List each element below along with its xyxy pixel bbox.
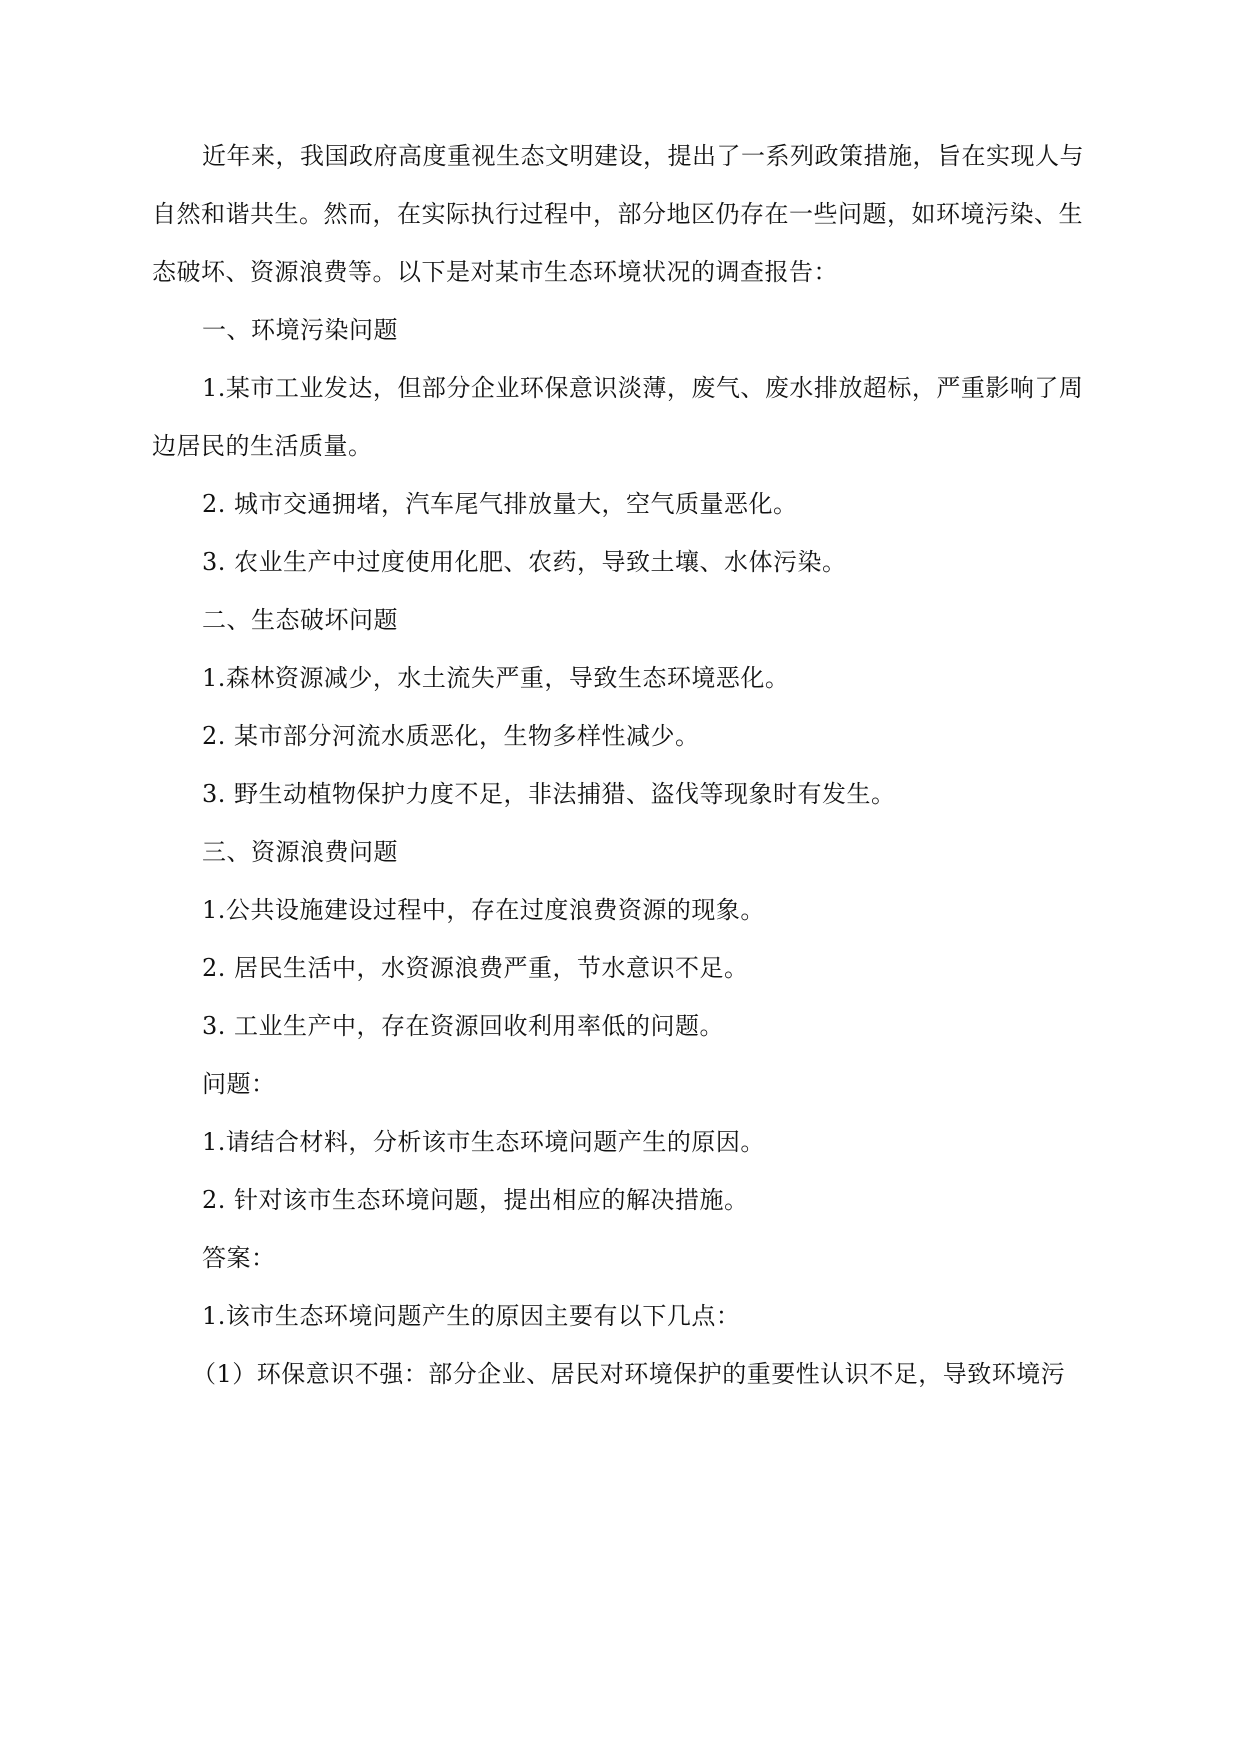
ecology-item-1: 1.森林资源减少，水土流失严重，导致生态环境恶化。 — [202, 664, 790, 692]
ecology-item-2: 2. 某市部分河流水质恶化，生物多样性减少。 — [202, 722, 700, 750]
ecology-item-3: 3. 野生动植物保护力度不足，非法捕猎、盗伐等现象时有发生。 — [202, 780, 896, 808]
intro-paragraph-line-1: 近年来，我国政府高度重视生态文明建设，提出了一系列政策措施，旨在实现人与 — [202, 142, 1084, 170]
intro-paragraph-line-2: 自然和谐共生。然而，在实际执行过程中，部分地区仍存在一些问题，如环境污染、生 — [152, 200, 1083, 228]
intro-paragraph-line-3: 态破坏、资源浪费等。以下是对某市生态环境状况的调查报告： — [152, 258, 838, 286]
answers-heading: 答案： — [202, 1244, 276, 1272]
resources-item-3: 3. 工业生产中，存在资源回收利用率低的问题。 — [202, 1012, 725, 1040]
answer-1-intro: 1.该市生态环境问题产生的原因主要有以下几点： — [202, 1302, 741, 1330]
resources-item-1: 1.公共设施建设过程中，存在过度浪费资源的现象。 — [202, 896, 765, 924]
pollution-item-2: 2. 城市交通拥堵，汽车尾气排放量大，空气质量恶化。 — [202, 490, 798, 518]
resources-item-2: 2. 居民生活中，水资源浪费严重，节水意识不足。 — [202, 954, 749, 982]
pollution-item-3: 3. 农业生产中过度使用化肥、农药，导致土壤、水体污染。 — [202, 548, 847, 576]
section-heading-ecology: 二、生态破坏问题 — [202, 606, 398, 634]
pollution-item-1-line-1: 1.某市工业发达，但部分企业环保意识淡薄，废气、废水排放超标，严重影响了周 — [202, 374, 1084, 402]
questions-heading: 问题： — [202, 1070, 276, 1098]
question-1: 1.请结合材料，分析该市生态环境问题产生的原因。 — [202, 1128, 765, 1156]
section-heading-resources: 三、资源浪费问题 — [202, 838, 398, 866]
question-2: 2. 针对该市生态环境问题，提出相应的解决措施。 — [202, 1186, 749, 1214]
section-heading-pollution: 一、环境污染问题 — [202, 316, 398, 344]
answer-1-point-1: （1）环保意识不强：部分企业、居民对环境保护的重要性认识不足，导致环境污 — [192, 1360, 1066, 1388]
pollution-item-1-line-2: 边居民的生活质量。 — [152, 432, 373, 460]
